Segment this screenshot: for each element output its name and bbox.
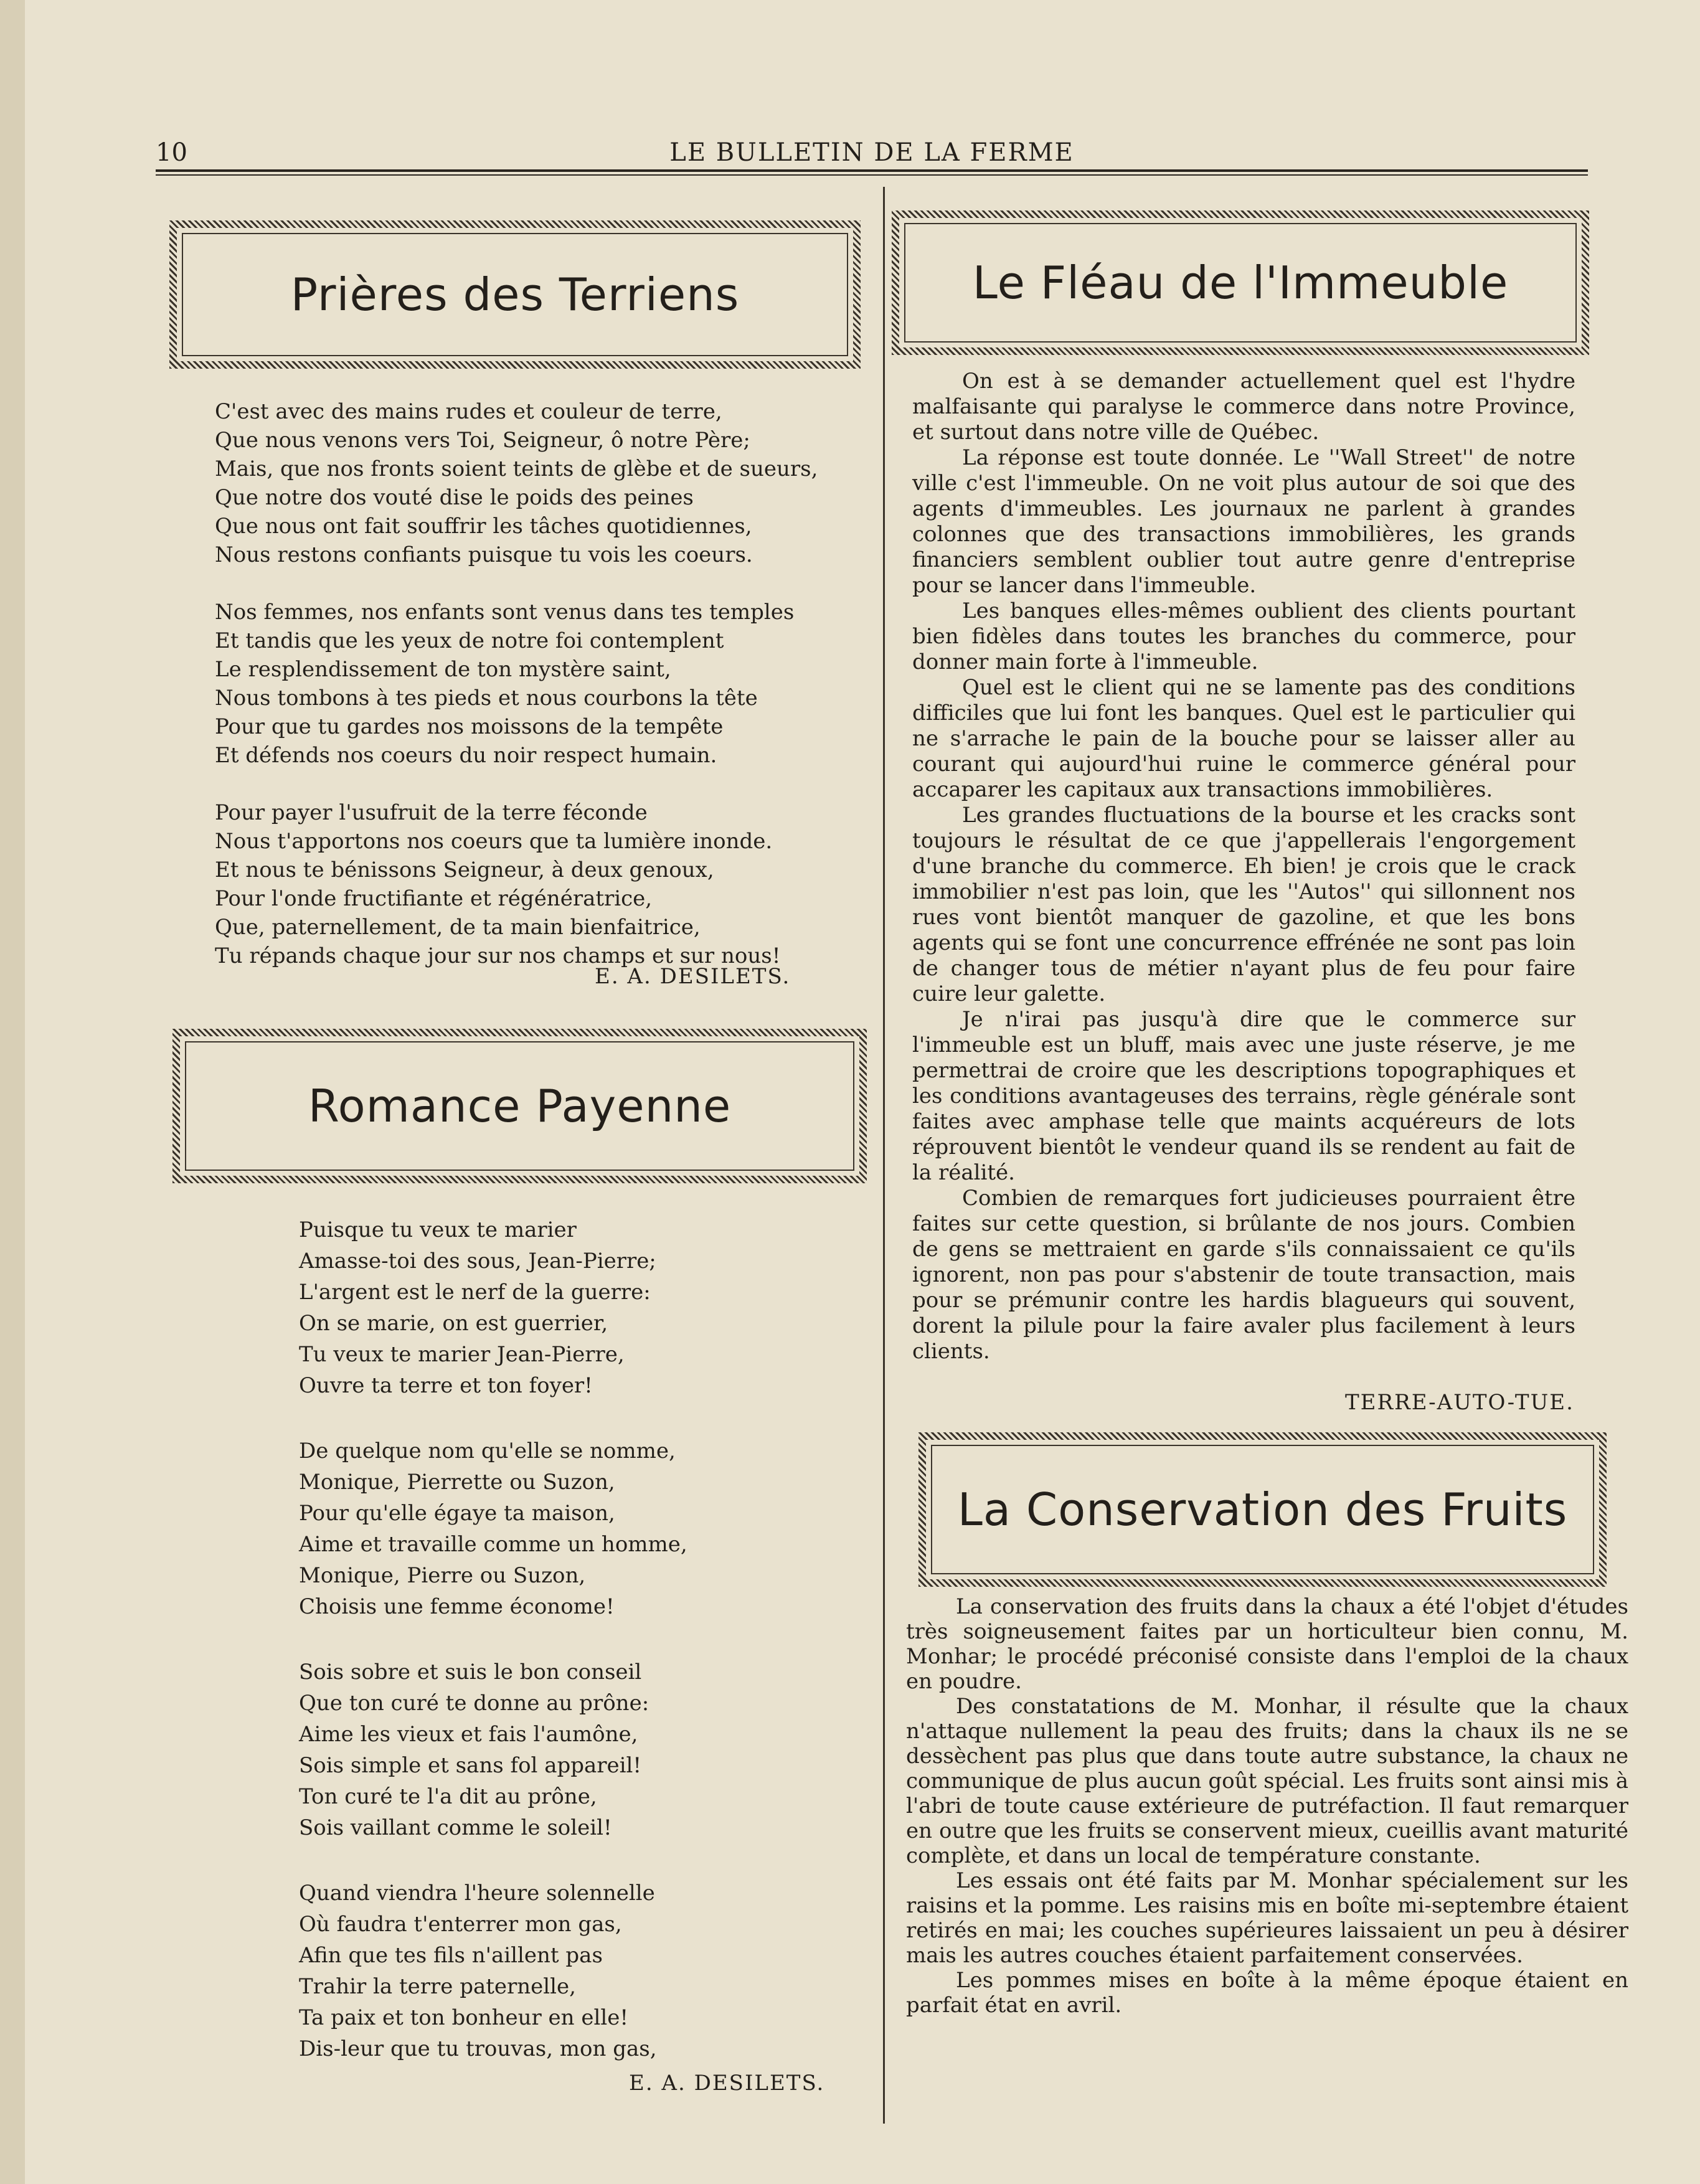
article2-paragraph: Les essais ont été faits par M. Monhar spécialement sur les raisins et la pomme. Les raisins mis en boîte mi-septembre étaient retirés en mai; les couches supérieures laissaient un peu à désirer mais les autres couches étaient parfaitement conservées.: [906, 1868, 1628, 1968]
verse-line: Nos femmes, nos enfants sont venus dans tes temples: [215, 600, 795, 625]
article1-paragraph: Je n'irai pas jusqu'à dire que le commerce sur l'immeuble est un bluff, mais avec une juste réserve, je me permettrai de croire que les descriptions topographiques et les conditions avantageuses des terrains, règle générale sont faites avec amphase telle que maints acquéreurs de lots réprouvent bientôt le vendeur quand ils se rendent au fait de la réalité.: [912, 1007, 1575, 1185]
article2-paragraph: Les pommes mises en boîte à la même époque étaient en parfait état en avril.: [906, 1968, 1628, 2018]
verse-line: C'est avec des mains rudes et couleur de terre,: [215, 399, 722, 424]
poem2-title-box: [172, 1029, 867, 1183]
article1-paragraph: Combien de remarques fort judicieuses pourraient être faites sur cette question, si brûlante de nos jours. Combien de gens se mettraient en garde s'ils connaissaient ce qu'ils ignorent, non pas pour s'abstenir de toute transaction, mais pour se prémunir contre les hardis blagueurs qui souvent, dorent la pilule pour la faire avaler plus facilement à leurs clients.: [912, 1186, 1575, 1364]
article2-title-box: [918, 1432, 1607, 1587]
verse-line: Et défends nos coeurs du noir respect humain.: [215, 743, 717, 768]
poem1-title: Prières des Terriens: [182, 233, 848, 356]
article1-title: Le Fléau de l'Immeuble: [904, 223, 1577, 343]
verse-line: Pour l'onde fructifiante et régénératrice,: [215, 886, 653, 911]
article1-body: [912, 369, 1575, 1364]
poem1-title-box: [169, 220, 861, 369]
article2-paragraph: Des constatations de M. Monhar, il résulte que la chaux n'attaque nullement la peau des fruits; dans la chaux ils ne se dessèchent pas plus que dans toute autre substance, la chaux ne communique de plus aucun goût spécial. Les fruits sont ainsi mis à l'abri de toute cause extérieure de putréfaction. Il faut remarquer en outre que les fruits se conservent mieux, cueillis avant maturité complète, et dans un local de température constante.: [906, 1694, 1628, 1868]
article1-paragraph: Les banques elles-mêmes oublient des clients pourtant bien fidèles dans toutes les branches du commerce, pour donner main forte à l'immeuble.: [912, 598, 1575, 674]
verse-line: Sois sobre et suis le bon conseil: [299, 1660, 642, 1685]
page-edge: [0, 0, 25, 2184]
verse-line: Choisis une femme économe!: [299, 1594, 615, 1619]
article1-signature: TERRE-AUTO-TUE.: [1345, 1390, 1574, 1415]
poem1-stanza: [215, 397, 875, 569]
verse-line: Que nous venons vers Toi, Seigneur, ô notre Père;: [215, 428, 750, 453]
poem2-stanza: [299, 1214, 859, 1401]
article2-title: La Conservation des Fruits: [931, 1445, 1594, 1574]
poem2-stanza: [299, 1657, 859, 1843]
article1-paragraph: La réponse est toute donnée. Le ''Wall Street'' de notre ville c'est l'immeuble. On ne voit plus autour de soi que des agents d'immeubles. Les journaux ne parlent à grandes colonnes que des transactions immobilières, les grands financiers semblent oublier tout autre genre d'entreprise pour se lancer dans l'immeuble.: [912, 445, 1575, 598]
poem1-stanza: [215, 598, 875, 770]
header-rule: [156, 169, 1588, 172]
verse-line: Où faudra t'enterrer mon gas,: [299, 1912, 622, 1937]
verse-line: Nous tombons à tes pieds et nous courbons la tête: [215, 686, 758, 711]
verse-line: Pour qu'elle égaye ta maison,: [299, 1501, 615, 1526]
article2-paragraph: La conservation des fruits dans la chaux a été l'objet d'études très soigneusement faites par un horticulteur bien connu, M. Monhar; le procédé préconisé consiste dans l'emploi de la chaux en poudre.: [906, 1594, 1628, 1694]
column-divider: [883, 187, 885, 2124]
poem1-stanza: [215, 798, 875, 970]
poem1-signature: E. A. DESILETS.: [595, 964, 791, 989]
verse-line: Sois simple et sans fol appareil!: [299, 1753, 642, 1778]
verse-line: Mais, que nos fronts soient teints de glèbe et de sueurs,: [215, 456, 818, 481]
verse-line: Ouvre ta terre et ton foyer!: [299, 1373, 593, 1398]
poem2-title: Romance Payenne: [185, 1041, 854, 1171]
verse-line: Puisque tu veux te marier: [299, 1217, 577, 1242]
verse-line: Que, paternellement, de ta main bienfaitrice,: [215, 915, 701, 940]
header-rule-thin: [156, 174, 1588, 176]
verse-line: Tu répands chaque jour sur nos champs et sur nous!: [215, 943, 781, 968]
verse-line: De quelque nom qu'elle se nomme,: [299, 1439, 676, 1463]
verse-line: Le resplendissement de ton mystère saint,: [215, 657, 671, 682]
verse-line: Aime les vieux et fais l'aumône,: [299, 1722, 638, 1747]
verse-line: Ton curé te l'a dit au prône,: [299, 1784, 597, 1809]
poem1-body: [215, 397, 875, 999]
poem2-stanza: [299, 1878, 859, 2064]
verse-line: Que notre dos vouté dise le poids des peines: [215, 485, 694, 510]
verse-line: Monique, Pierre ou Suzon,: [299, 1563, 586, 1588]
poem2-stanza: [299, 1435, 859, 1622]
article1-paragraph: On est à se demander actuellement quel est l'hydre malfaisante qui paralyse le commerce dans notre Province, et surtout dans notre ville de Québec.: [912, 369, 1575, 445]
verse-line: Quand viendra l'heure solennelle: [299, 1881, 655, 1906]
article2-body: [906, 1594, 1628, 2018]
verse-line: Afin que tes fils n'aillent pas: [299, 1943, 603, 1968]
verse-line: Nous restons confiants puisque tu vois les coeurs.: [215, 542, 753, 567]
verse-line: On se marie, on est guerrier,: [299, 1311, 608, 1336]
poem2-signature: E. A. DESILETS.: [629, 2071, 825, 2096]
verse-line: Que nous ont fait souffrir les tâches quotidiennes,: [215, 514, 752, 539]
article1-title-box: [892, 210, 1589, 355]
verse-line: Monique, Pierrette ou Suzon,: [299, 1470, 615, 1495]
verse-line: Sois vaillant comme le soleil!: [299, 1815, 612, 1840]
page-number: 10: [156, 138, 187, 167]
verse-line: Pour que tu gardes nos moissons de la tempête: [215, 714, 724, 739]
verse-line: Tu veux te marier Jean-Pierre,: [299, 1342, 625, 1367]
verse-line: L'argent est le nerf de la guerre:: [299, 1280, 651, 1305]
verse-line: Et nous te bénissons Seigneur, à deux genoux,: [215, 858, 714, 882]
verse-line: Nous t'apportons nos coeurs que ta lumière inonde.: [215, 829, 773, 854]
verse-line: Ta paix et ton bonheur en elle!: [299, 2005, 629, 2030]
verse-line: Aime et travaille comme un homme,: [299, 1532, 687, 1557]
verse-line: Amasse-toi des sous, Jean-Pierre;: [299, 1249, 656, 1274]
verse-line: Et tandis que les yeux de notre foi contemplent: [215, 628, 724, 653]
running-title: LE BULLETIN DE LA FERME: [669, 138, 1074, 167]
verse-line: Dis-leur que tu trouvas, mon gas,: [299, 2036, 657, 2061]
article1-paragraph: Les grandes fluctuations de la bourse et les cracks sont toujours le résultat de ce que j'appellerais l'engorgement d'une branche du commerce. Eh bien! je crois que le crack immobilier n'est pas loin, que les ''Autos'' qui sillonnent nos rues vont bientôt manquer de gazoline, et que les bons agents qui se font une concurrence effrénée ne sont pas loin de changer tous de métier n'ayant plus de feu pour faire cuire leur galette.: [912, 803, 1575, 1006]
poem2-body: [299, 1214, 859, 2064]
verse-line: Que ton curé te donne au prône:: [299, 1691, 649, 1716]
verse-line: Trahir la terre paternelle,: [299, 1974, 576, 1999]
verse-line: Pour payer l'usufruit de la terre féconde: [215, 800, 648, 825]
article1-paragraph: Quel est le client qui ne se lamente pas des conditions difficiles que lui font les banques. Quel est le particulier qui ne s'arrache le pain de la bouche pour se laisser aller au courant qui aujourd'hui ruine le commerce général pour accaparer les capitaux aux transactions immobilières.: [912, 675, 1575, 802]
